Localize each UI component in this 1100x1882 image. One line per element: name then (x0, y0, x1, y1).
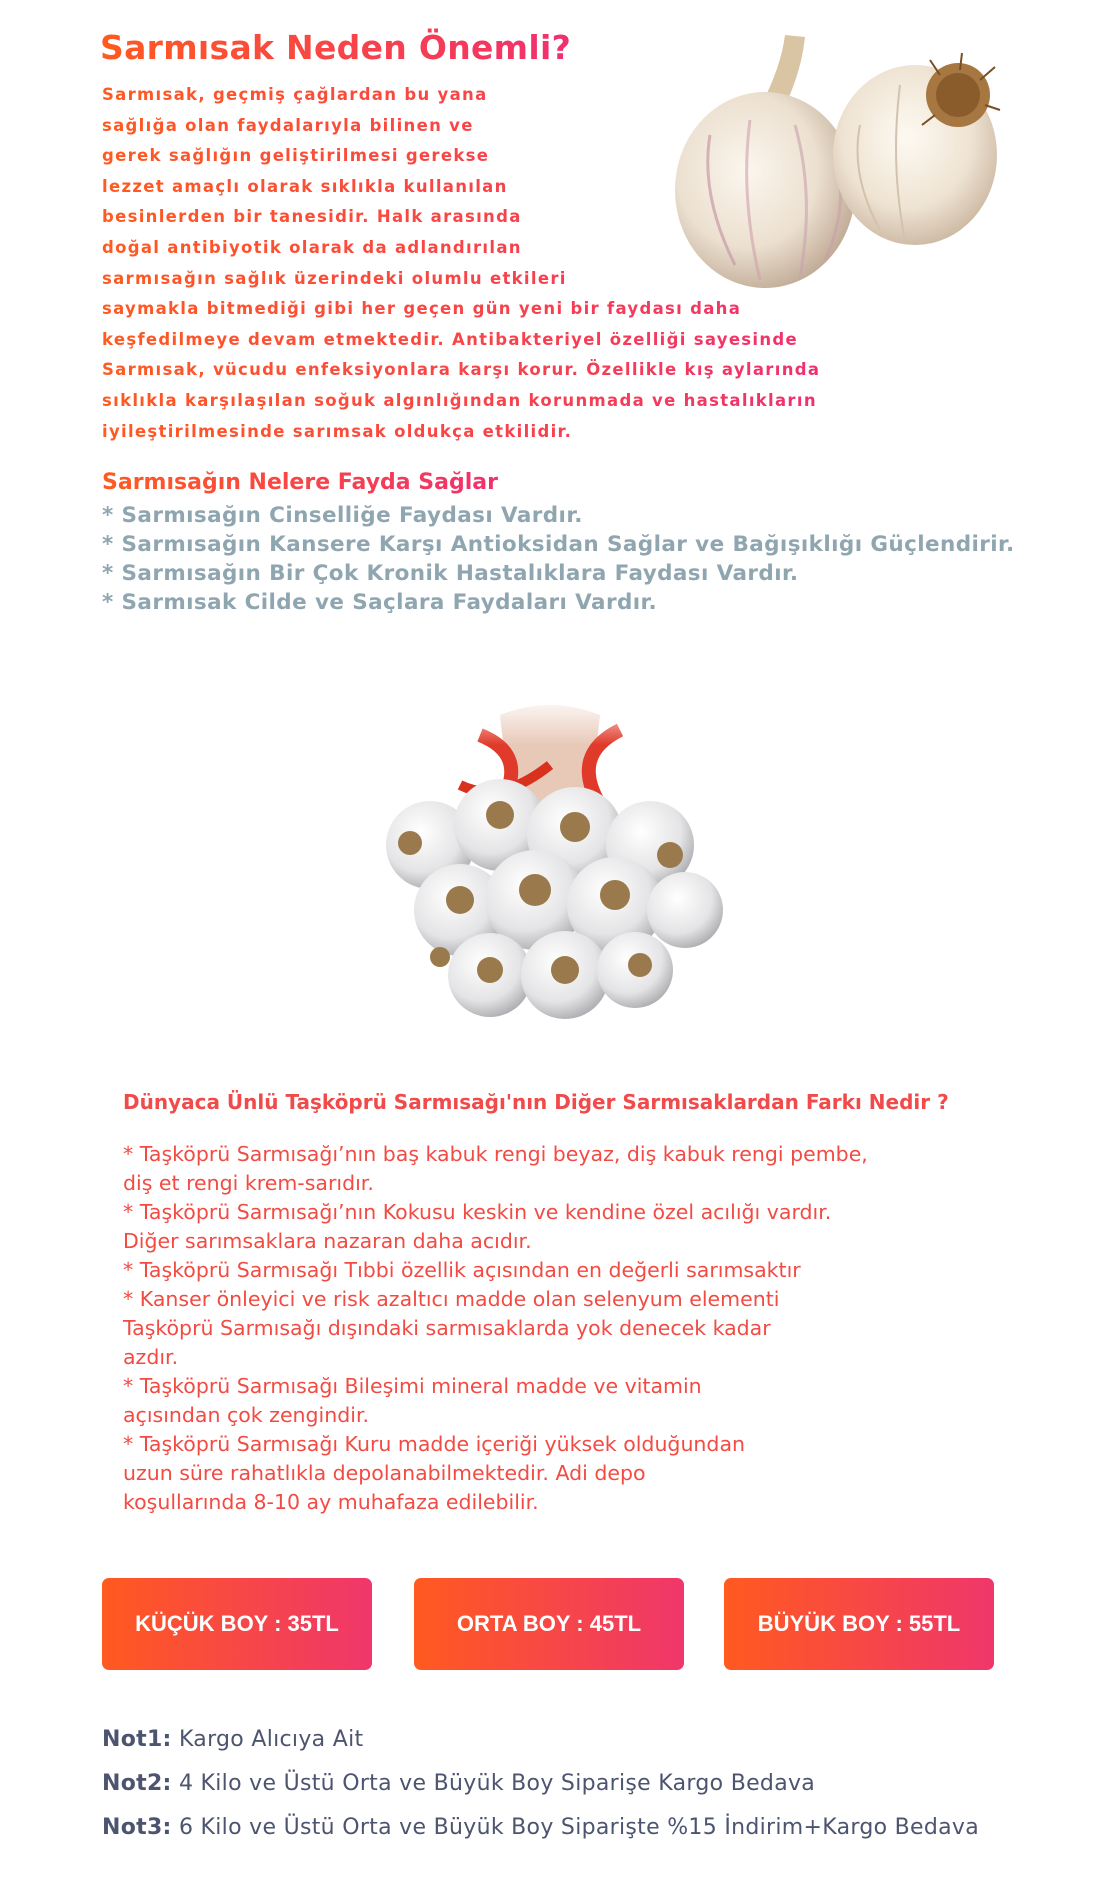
difference-line: azdır. (123, 1345, 179, 1369)
difference-line: * Taşköprü Sarmısağı Bileşimi mineral madde ve vitamin (123, 1374, 702, 1398)
difference-line: açısından çok zengindir. (123, 1403, 370, 1427)
difference-line: uzun süre rahatlıkla depolanabilmektedir. Adi depo (123, 1461, 646, 1485)
benefit-item: * Sarmısağın Cinselliğe Faydası Vardır. (102, 503, 583, 528)
page-title: Sarmısak Neden Önemli? (100, 28, 572, 67)
note-item (102, 1806, 979, 1850)
note-key: Not3: (102, 1815, 172, 1840)
note-item (102, 1718, 979, 1762)
note-text: Kargo Alıcıya Ait (178, 1727, 364, 1752)
benefits-title: Sarmısağın Nelere Fayda Sağlar (102, 470, 498, 495)
intro-line: gerek sağlığın geliştirilmesi gerekse (102, 141, 820, 172)
intro-line: sağlığa olan faydalarıyla bilinen ve (102, 111, 820, 142)
note-key: Not2: (102, 1771, 172, 1796)
intro-line: Sarmısak, geçmiş çağlardan bu yana (102, 80, 820, 111)
garlic-bunch-image (350, 695, 750, 1055)
difference-line: * Taşköprü Sarmısağı’nın Kokusu keskin ve kendine özel acılığı vardır. (123, 1200, 832, 1224)
benefit-item: * Sarmısağın Bir Çok Kronik Hastalıklara Faydası Vardır. (102, 561, 799, 586)
medium-size-price-button[interactable]: ORTA BOY : 45TL (414, 1578, 684, 1670)
intro-line: besinlerden bir tanesidir. Halk arasında (102, 202, 820, 233)
intro-line: Sarmısak, vücudu enfeksiyonlara karşı korur. Özellikle kış aylarında (102, 355, 820, 386)
difference-line: Taşköprü Sarmısağı dışındaki sarmısaklarda yok denecek kadar (123, 1316, 771, 1340)
benefit-item: * Sarmısak Cilde ve Saçlara Faydaları Vardır. (102, 590, 658, 615)
difference-line: * Taşköprü Sarmısağı Tıbbi özellik açısından en değerli sarımsaktır (123, 1258, 801, 1282)
difference-list (123, 1140, 868, 1517)
benefit-item: * Sarmısağın Kansere Karşı Antioksidan Sağlar ve Bağışıklığı Güçlendirir. (102, 532, 1015, 557)
intro-line: keşfedilmeye devam etmektedir. Antibakteriyel özelliği sayesinde (102, 325, 820, 356)
difference-line: diş et rengi krem-sarıdır. (123, 1171, 374, 1195)
small-size-price-button[interactable]: KÜÇÜK BOY : 35TL (102, 1578, 372, 1670)
intro-line: lezzet amaçlı olarak sıklıkla kullanılan (102, 172, 820, 203)
note-text: 6 Kilo ve Üstü Orta ve Büyük Boy Siparişte %15 İndirim+Kargo Bedava (178, 1815, 980, 1840)
difference-line: Diğer sarımsaklara nazaran daha acıdır. (123, 1229, 532, 1253)
intro-line: iyileştirilmesinde sarımsak oldukça etkilidir. (102, 417, 820, 448)
note-text: 4 Kilo ve Üstü Orta ve Büyük Boy Siparişe Kargo Bedava (178, 1771, 816, 1796)
difference-line: * Kanser önleyici ve risk azaltıcı madde olan selenyum elementi (123, 1287, 780, 1311)
difference-title: Dünyaca Ünlü Taşköprü Sarmısağı'nın Diğer Sarmısaklardan Farkı Nedir ? (123, 1090, 949, 1114)
notes-section (102, 1718, 979, 1850)
intro-line: saymakla bitmediği gibi her geçen gün yeni bir faydası daha (102, 294, 820, 325)
difference-line: * Taşköprü Sarmısağı Kuru madde içeriği yüksek olduğundan (123, 1432, 745, 1456)
benefits-list (102, 501, 1015, 617)
note-item (102, 1762, 979, 1806)
intro-line: sarmısağın sağlık üzerindeki olumlu etkileri (102, 264, 820, 295)
difference-line: koşullarında 8-10 ay muhafaza edilebilir. (123, 1490, 539, 1514)
intro-line: sıklıkla karşılaşılan soğuk algınlığından korunmada ve hastalıkların (102, 386, 820, 417)
intro-line: doğal antibiyotik olarak da adlandırılan (102, 233, 820, 264)
garlic-bulbs-image (600, 15, 1010, 290)
note-key: Not1: (102, 1727, 172, 1752)
large-size-price-button[interactable]: BÜYÜK BOY : 55TL (724, 1578, 994, 1670)
difference-line: * Taşköprü Sarmısağı’nın baş kabuk rengi beyaz, diş kabuk rengi pembe, (123, 1142, 868, 1166)
